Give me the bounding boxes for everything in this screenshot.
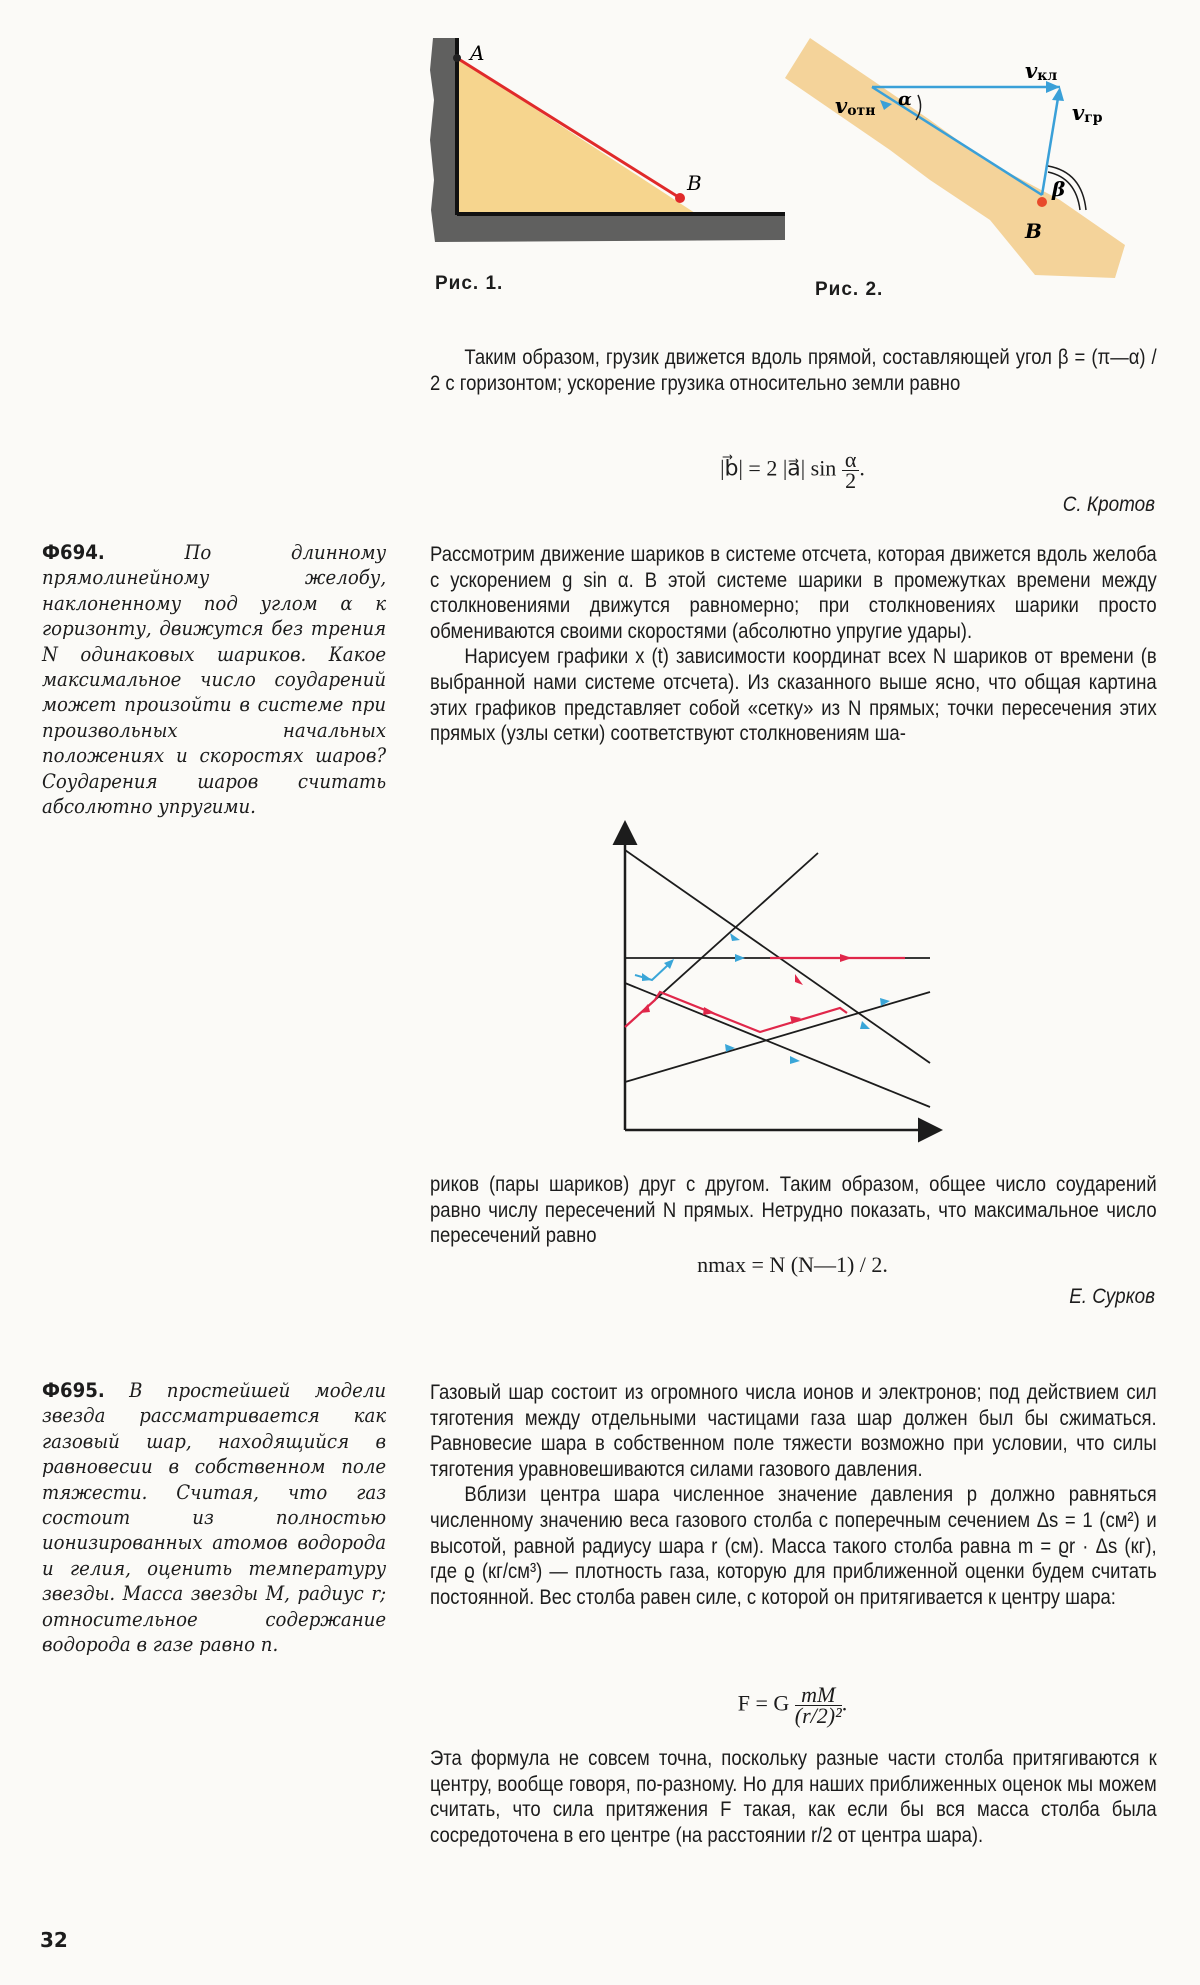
problem-694-statement: Ф694. По длинному прямолинейному желобу, наклоненному под углом α к горизонту, движутся без трения N одинаковых шариков. Какое максимальное число соударений может произойти в системе при произвольных начальных положениях и скоростях шаров? Соударения шаров считать абсолютно упругими. bbox=[42, 541, 387, 819]
figure-2-diagram bbox=[780, 20, 1140, 290]
figure-1-caption: Рис. 1. bbox=[435, 273, 504, 294]
problem-694-solution-cont: риков (пары шариков) друг с другом. Таким образом, общее число соударений равно числу пересечений N прямых. Нетрудно показать, что максимальное число пересечений равно bbox=[430, 1172, 1157, 1248]
svg-text:β: β bbox=[1052, 177, 1066, 201]
figure-1 bbox=[425, 30, 795, 250]
formula-acceleration: |b⃗| = 2 |a⃗| sin $\frac{\alpha}{2}$ . bbox=[720, 447, 865, 493]
problem-695-statement: Ф695. В простейшей модели звезда рассматривается как газовый шар, находящийся в равновесии в собственном поле тяжести. Считая, что газ состоит из полностью ионизированных атомов водорода и гелия, оценить температуру звезды. Масса звезды M, радиус r; относительное содержание водорода в газе равно n. bbox=[42, 1379, 387, 1657]
figure-2 bbox=[780, 20, 1140, 290]
svg-text:vкл: vкл bbox=[1025, 58, 1058, 84]
svg-text:vотн: vотн bbox=[835, 93, 876, 119]
figure-1-diagram bbox=[425, 30, 795, 250]
svg-text:vгр: vгр bbox=[1072, 100, 1103, 126]
svg-text:B: B bbox=[1025, 219, 1042, 243]
point-a bbox=[453, 54, 461, 62]
svg-text:A: A bbox=[470, 41, 485, 65]
problem-695-solution-cont: Эта формула не совсем точна, поскольку разные части столба притягиваются к центру, вообще говоря, по-разному. Но для наших приближенных оценок мы можем считать, что сила притяжения F такая, как если бы вся масса столба была сосредоточена в его центре (на расстоянии r/2 от центра шара). bbox=[430, 1746, 1157, 1847]
problem-694-number: Ф694. bbox=[42, 541, 105, 564]
formula-gravity-force: F = G $\frac{mM}{\text{(r/2)²}}$ . bbox=[737, 1682, 848, 1728]
problem-694-solution: Рассмотрим движение шариков в системе отсчета, которая движется вдоль желоба с ускорением g sin α. В этой системе шарики в промежутках времени между столкновениями движутся равномерно; при столкновениях шарики просто обмениваются своими скоростями (абсолютно упругие удары). Нарисуем графики x (t) зависимости координат всех N шариков от времени (в выбранной нами системе отсчета). Из сказанного выше ясно, что общая картина этих графиков представляет собой «сетку» из N прямых; точки пересечения этих прямых (узлы сетки) соответствуют столкновениям ша- bbox=[430, 542, 1157, 746]
incline-strip bbox=[785, 38, 1125, 278]
figure-2-caption: Рис. 2. bbox=[815, 279, 884, 300]
page-number: 32 bbox=[40, 1928, 68, 1952]
collision-graph bbox=[590, 805, 950, 1165]
problem-695-number: Ф695. bbox=[42, 1379, 105, 1402]
problem-695-solution: Газовый шар состоит из огромного числа ионов и электронов; под действием сил тяготения между отдельными частицами газа шар должен был бы сжиматься. Равновесие шара в собственном поле тяжести возможно при условии, что силы тяготения уравновешиваются силами газового давления. Вблизи центра шара численное значение давления p должно равняться численному значению веса газового столба с поперечным сечением Δs = 1 (см²) и высотой, равной радиусу шара r (см). Масса такого столба равна m = ϱr · Δs (кг), где ϱ (кг/см³) — плотность газа, которую для приближенной оценки будем считать постоянной. Вес столба равен силе, с которой он притягивается к центру шара: bbox=[430, 1380, 1157, 1609]
x-t-graph bbox=[590, 805, 950, 1165]
trajectory-lines bbox=[625, 850, 930, 1107]
point-b bbox=[675, 193, 685, 203]
svg-text:α: α bbox=[898, 89, 912, 110]
author-krotov: С. Кротов bbox=[1062, 493, 1155, 516]
point-b bbox=[1037, 197, 1047, 207]
previous-solution-paragraph: Таким образом, грузик движется вдоль прямой, составляющей угол β = (π—α) / 2 с горизонтом; ускорение грузика относительно земли равно bbox=[430, 345, 1157, 395]
formula-nmax: nmax = N (N—1) / 2. bbox=[697, 1252, 888, 1277]
blue-path bbox=[635, 965, 668, 980]
svg-text:B: B bbox=[687, 171, 702, 195]
author-surkov: Е. Сурков bbox=[1069, 1285, 1155, 1308]
